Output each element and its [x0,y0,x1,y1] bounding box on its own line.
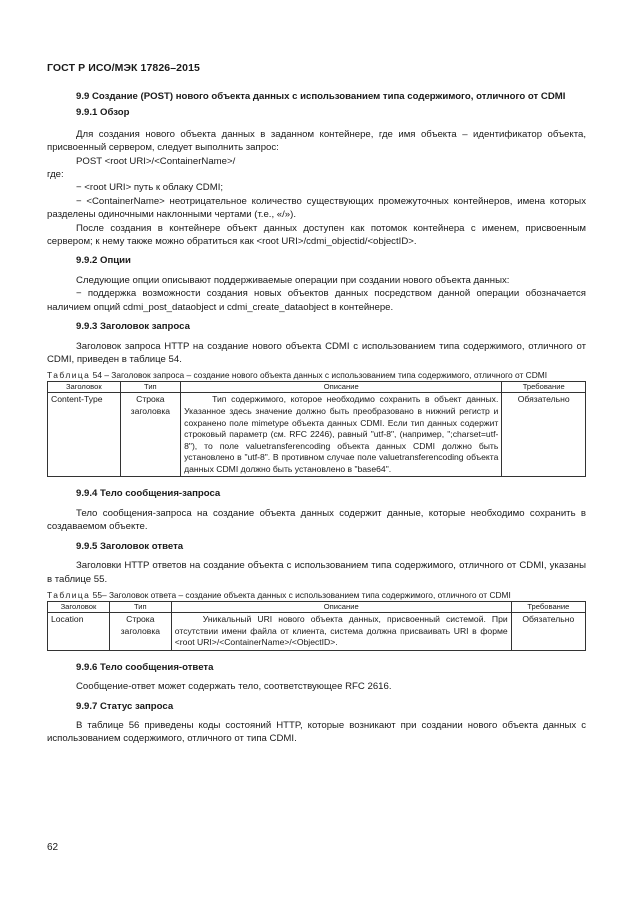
list-item: − <ContainerName> неотрицательное количество существующих промежуточных контейнеров, имена которых разделены одиночными наклонными чертами (т.е., «/»). [47,195,586,221]
where-label: где: [47,169,64,181]
column-header: Тип [120,382,181,393]
paragraph: Следующие опции описывают поддерживаемые операции при создании нового объекта данных: [76,274,510,286]
paragraph: Сообщение-ответ может содержать тело, соответствующее RFC 2616. [76,681,392,693]
section-heading-9-9-3: 9.9.3 Заголовок запроса [76,321,190,333]
paragraph: Заголовок запроса HTTP на создание нового объекта CDMI с использованием типа содержимого, отличного от CDMI, приведен в таблице 54. [47,340,586,365]
column-header: Заголовок [48,382,121,393]
cell-header: Content-Type [48,393,121,477]
paragraph: Заголовки HTTP ответов на создание объекта с использованием типа содержимого, отличного от CDMI, указаны в таблице 55. [47,560,586,585]
list-item: − поддержка возможности создания новых объектов данных посредством данной операции обозначается наличием опций cdmi_post_dataobject и cdmi_create_dataobject в контейнере. [47,288,586,313]
table-header-row [48,601,586,612]
table-55 [47,601,586,651]
cell-type: Строка заголовка [109,612,171,650]
column-header: Тип [109,601,171,612]
caption-label: Таблица [47,370,91,381]
column-header: Заголовок [48,601,110,612]
table-row [48,612,586,650]
cell-requirement: Обязательно [502,393,586,477]
cell-requirement: Обязательно [511,612,585,650]
cell-description: Тип содержимого, которое необходимо сохранить в объект данных. Указанное здесь значение должно быть преобразовано в нижний регистр и сохранено поле mimetype объекта данных CDMI. Если тип данных содержит строковый параметр (см. RFC 2246), равный "utf-8", (например, ";charset=utf-8"), то поле valuetransferencoding объекта данных CDMI должно быть установлено в "utf-8". В противном случае поле valuetransferencoding объекта данных CDMI должно быть установлено в "base64". [181,393,502,477]
page-content [47,90,586,746]
list-item: − <root URI> путь к облаку CDMI; [76,182,224,194]
section-heading-9-9-7: 9.9.7 Статус запроса [76,700,174,712]
section-heading-9-9: 9.9 Создание (POST) нового объекта данных с использованием типа содержимого, отличного от CDMI [76,91,566,102]
paragraph: Для создания нового объекта данных в заданном контейнере, где имя объекта – идентификатор объекта, присвоенный сервером, следует выполнить запрос: [47,128,586,154]
section-heading-9-9-2: 9.9.2 Опции [76,255,131,267]
caption-text: 54 – Заголовок запроса – создание нового объекта данных с использованием типа содержимого, отличного от CDMI [90,370,548,381]
table-54-caption [47,370,586,381]
paragraph: Тело сообщения-запроса на создание объекта данных содержит данные, которые необходимо сохранить в создаваемом объекте. [47,507,586,533]
table-row [48,393,586,477]
page-number: 62 [47,842,59,853]
section-heading-9-9-4: 9.9.4 Тело сообщения-запроса [76,488,221,500]
column-header: Требование [502,382,586,393]
column-header: Описание [171,601,511,612]
table-55-caption [47,590,586,601]
request-line: POST <root URI>/<ContainerName>/ [76,155,236,167]
cell-description: Уникальный URI нового объекта данных, присвоенный системой. При отсутствии имени файла от клиента, система должна присваивать URI в форме <root URI>/<ContainerName>/<ObjectID>. [171,612,511,650]
cell-header: Location [48,612,110,650]
section-heading-9-9-6: 9.9.6 Тело сообщения-ответа [76,661,214,673]
caption-text: 55– Заголовок ответа – создание объекта данных с использованием типа содержимого, отличного от CDMI [90,589,511,600]
table-54 [47,381,586,477]
caption-label: Таблица [47,589,91,600]
column-header: Описание [181,382,502,393]
table-header-row [48,382,586,393]
section-heading-9-9-1: 9.9.1 Обзор [76,107,130,119]
paragraph: После создания в контейнере объект данных доступен как потомок контейнера с именем, присвоенным сервером; к нему также можно обратиться как <root URI>/cdmi_objectid/<objectID>. [47,222,586,248]
cell-type: Строка заголовка [120,393,181,477]
section-heading-9-9-5: 9.9.5 Заголовок ответа [76,540,184,552]
paragraph: В таблице 56 приведены коды состояний HTTP, которые возникают при создании нового объекта данных с использованием содержимого, отличного от типа CDMI. [47,719,586,745]
column-header: Требование [511,601,585,612]
document-header: ГОСТ Р ИСО/МЭК 17826–2015 [47,62,200,74]
